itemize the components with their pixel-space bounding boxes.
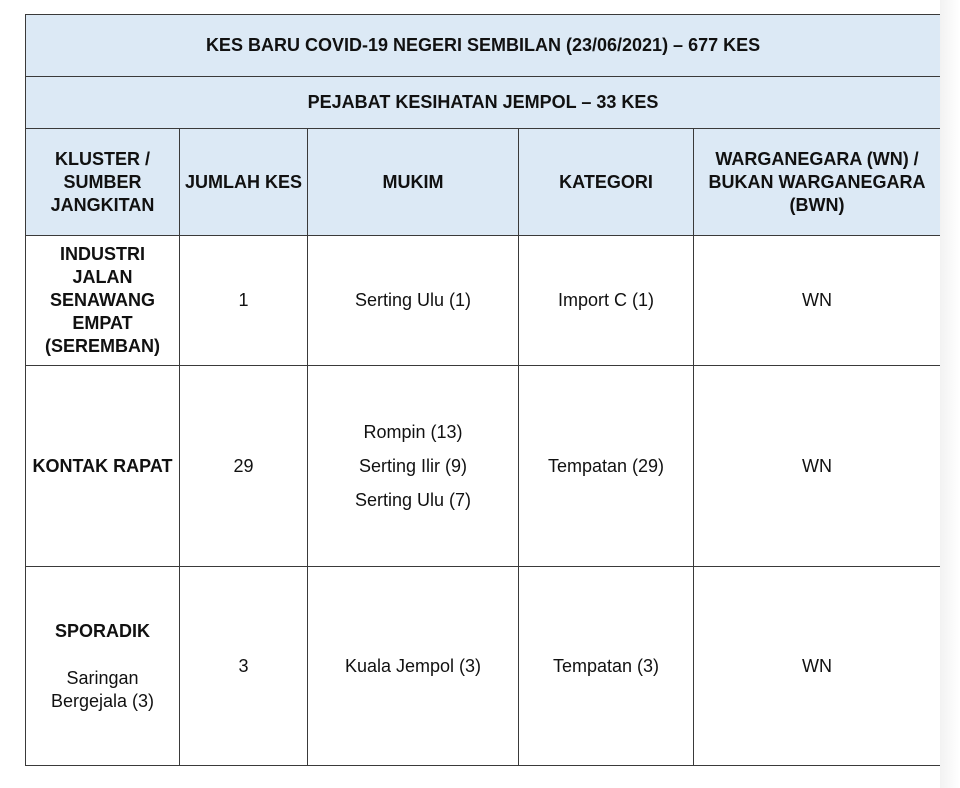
mukim-item: Rompin (13) <box>363 421 463 442</box>
cell-kategori: Import C (1) <box>519 236 694 366</box>
cell-kluster: INDUSTRI JALAN SENAWANG EMPAT (SEREMBAN) <box>26 236 180 366</box>
page-edge-shadow <box>940 0 960 788</box>
covid-case-table <box>25 14 941 766</box>
cell-warganegara: WN <box>694 567 941 766</box>
kluster-note: Saringan Bergejala (3) <box>50 667 155 711</box>
cell-kluster <box>26 567 180 766</box>
cell-mukim <box>308 236 519 366</box>
cell-kategori: Tempatan (3) <box>519 567 694 766</box>
cell-mukim <box>308 366 519 567</box>
cell-warganegara: WN <box>694 236 941 366</box>
header-kluster: KLUSTER / SUMBER JANGKITAN <box>26 129 180 236</box>
cell-jumlah: 1 <box>180 236 308 366</box>
kluster-name: SPORADIK <box>54 620 150 641</box>
table-title: KES BARU COVID-19 NEGERI SEMBILAN (23/06/2021) – 677 KES <box>26 15 941 77</box>
table-subtitle: PEJABAT KESIHATAN JEMPOL – 33 KES <box>26 77 941 129</box>
subtitle-row <box>26 77 941 129</box>
mukim-item: Serting Ulu (1) <box>354 290 472 310</box>
header-kategori: KATEGORI <box>519 129 694 236</box>
cell-mukim <box>308 567 519 766</box>
mukim-item: Serting Ulu (7) <box>354 489 472 510</box>
header-warganegara: WARGANEGARA (WN) / BUKAN WARGANEGARA (BWN) <box>694 129 941 236</box>
header-row <box>26 129 941 236</box>
table-row <box>26 567 941 766</box>
mukim-item: Serting Ilir (9) <box>358 455 468 476</box>
title-row <box>26 15 941 77</box>
table-row <box>26 236 941 366</box>
header-mukim: MUKIM <box>308 129 519 236</box>
cell-jumlah: 3 <box>180 567 308 766</box>
covid-case-table-sheet <box>25 14 940 766</box>
cell-kluster: KONTAK RAPAT <box>26 366 180 567</box>
cell-kategori: Tempatan (29) <box>519 366 694 567</box>
cell-warganegara: WN <box>694 366 941 567</box>
cell-jumlah: 29 <box>180 366 308 567</box>
header-jumlah: JUMLAH KES <box>180 129 308 236</box>
table-row <box>26 366 941 567</box>
mukim-item: Kuala Jempol (3) <box>344 655 482 676</box>
